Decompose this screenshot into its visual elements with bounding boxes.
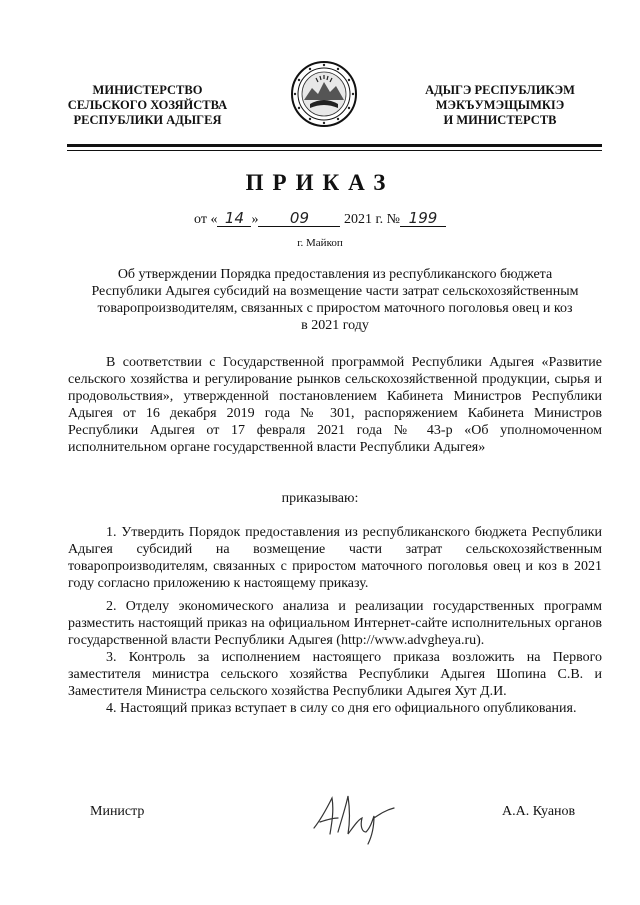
- header-divider-thick: [67, 144, 602, 147]
- ministry-name-line: СЕЛЬСКОГО ХОЗЯЙСТВА: [67, 98, 228, 112]
- signatory-position: Министр: [90, 804, 145, 819]
- order-subject: [68, 266, 602, 334]
- order-date-line: [0, 210, 640, 228]
- ministry-name-russian: [60, 83, 235, 128]
- order-number-label: №: [386, 212, 400, 227]
- order-item: 3. Контроль за исполнением настоящего приказа возложить на Первого заместителя министра сельского хозяйства Республики Адыгея Шопина С.В. и Заместителя Министра сельского хозяйства Республики Адыгея Хут Д.И.: [68, 650, 602, 699]
- preamble-paragraph: В соответствии с Государственной программой Республики Адыгея «Развитие сельского хозяйства и регулирование рынков сельскохозяйственной продукции, сырья и продовольствия», утвержденной постановлением Кабинета Министров Республики Адыгея от 16 декабря 2019 года № 301, распоряжением Кабинета Министров Республики Адыгея от 17 февраля 2021 года № 43-р «Об уполномоченном исполнительном органе государственной власти Республики Адыгея»: [68, 355, 602, 455]
- order-item: 4. Настоящий приказ вступает в силу со дня его официального опубликования.: [106, 701, 577, 716]
- subject-line: Об утверждении Порядка предоставления из республиканского бюджета: [117, 267, 553, 282]
- header-divider-thin: [67, 150, 602, 151]
- ministry-name-adyghe: [410, 83, 590, 128]
- coat-of-arms-icon: [290, 60, 358, 128]
- ministry-name-line: МИНИСТЕРСТВО: [92, 83, 203, 97]
- signatory-name: А.А. Куанов: [502, 804, 576, 819]
- subject-line: Республики Адыгея субсидий на возмещение части затрат сельскохозяйственным: [91, 284, 579, 299]
- city-name: г. Майкоп: [297, 237, 343, 249]
- order-number: 199: [400, 210, 446, 227]
- date-day: 14: [217, 210, 251, 227]
- ministry-name-line: АДЫГЭ РЕСПУБЛИКЭМ: [425, 83, 575, 97]
- date-month: 09: [258, 210, 340, 227]
- ministry-name-line: МЭКЪУМЭЩЫМКIЭ: [435, 98, 565, 112]
- subject-line: в 2021 году: [301, 318, 369, 333]
- order-word: приказываю:: [281, 491, 359, 506]
- date-year: 2021 г.: [343, 212, 384, 227]
- ministry-name-line: И МИНИСТЕРСТВ: [443, 113, 557, 127]
- order-item: 1. Утвердить Порядок предоставления из республиканского бюджета Республики Адыгея субсидий на возмещение части затрат сельскохозяйственным товаропроизводителям, связанных с приростом маточного поголовья овец и коз в 2021 году согласно приложению к настоящему приказу.: [68, 525, 602, 591]
- handwritten-signature-icon: [308, 788, 408, 848]
- date-prefix: от «: [194, 212, 218, 227]
- date-quote-close: »: [251, 212, 259, 227]
- subject-line: товаропроизводителям, связанных с приростом маточного поголовья овец и коз: [97, 301, 573, 316]
- document-title: ПРИКАЗ: [245, 170, 395, 195]
- ministry-name-line: РЕСПУБЛИКИ АДЫГЕЯ: [73, 113, 222, 127]
- order-item: 2. Отделу экономического анализа и реализации государственных программ разместить настоящий приказ на официальном Интернет-сайте исполнительных органов государственной власти Республики Адыгея (http://www.advgheya.ru).: [68, 599, 602, 648]
